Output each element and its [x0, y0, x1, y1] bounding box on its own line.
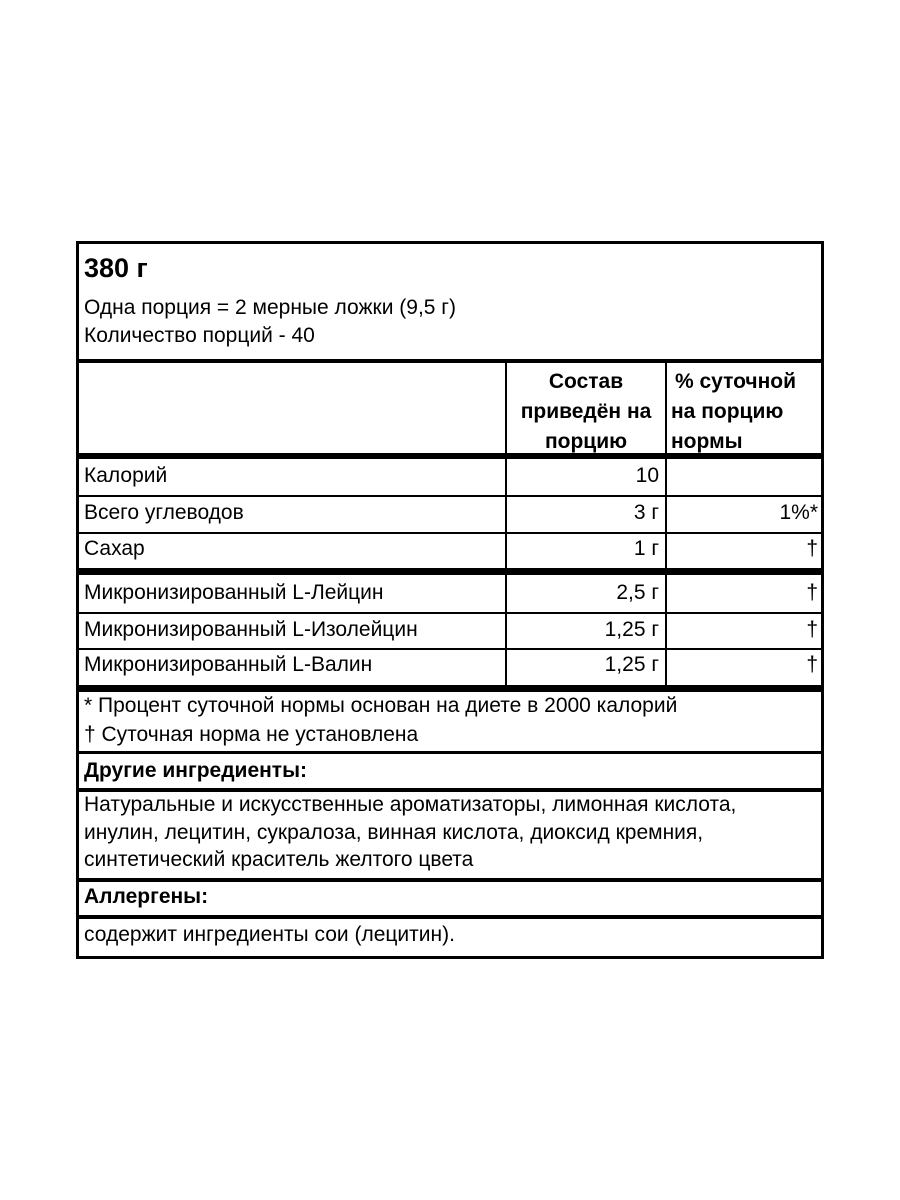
amino-name-isoleucine: Микронизированный L-Изолейцин	[84, 618, 418, 641]
nutrient-name-sugar: Сахар	[84, 537, 145, 560]
allergens-text: содержит ингредиенты сои (лецитин).	[84, 923, 455, 946]
amino-amount-isoleucine: 1,25 г	[604, 618, 659, 641]
row-divider	[79, 532, 821, 534]
amino-daily-isoleucine: †	[806, 618, 818, 641]
nutrient-daily-carbs: 1%*	[779, 501, 818, 524]
section-divider	[79, 751, 821, 754]
row-divider	[79, 648, 821, 650]
amount-column-header-1: Состав	[548, 370, 624, 393]
nutrient-amount-calories: 10	[635, 464, 659, 487]
amino-amount-leucine: 2,5 г	[616, 581, 659, 604]
row-divider	[79, 612, 821, 614]
amount-column-header-3: порцию	[544, 430, 628, 453]
servings-count: Количество порций - 40	[84, 324, 315, 347]
nutrient-name-carbs: Всего углеводов	[84, 501, 244, 524]
amino-name-leucine: Микронизированный L-Лейцин	[84, 581, 384, 604]
other-ingredients-line-2: инулин, лецитин, сукралоза, винная кислота, диоксид кремния,	[84, 821, 704, 844]
nutrient-amount-sugar: 1 г	[633, 537, 659, 560]
footnote-daily-value: * Процент суточной нормы основан на диете в 2000 калорий	[84, 694, 678, 717]
other-ingredients-line-3: синтетический краситель желтого цвета	[84, 848, 474, 871]
daily-column-header-3: нормы	[671, 430, 743, 453]
section-divider	[79, 915, 821, 919]
section-divider	[79, 568, 821, 575]
amino-daily-leucine: †	[806, 581, 818, 604]
net-weight: 380 г	[84, 253, 148, 283]
amino-daily-valine: †	[806, 653, 818, 676]
amount-column-header-2: приведён на	[520, 400, 652, 423]
daily-column-header-2: на порцию	[671, 400, 784, 423]
column-header-divider	[79, 453, 821, 459]
amino-amount-valine: 1,25 г	[604, 653, 659, 676]
nutrient-daily-sugar: †	[806, 537, 818, 560]
allergens-title: Аллергены:	[84, 885, 209, 908]
row-divider	[79, 495, 821, 497]
footnote-not-established: † Суточная норма не установлена	[84, 723, 419, 746]
daily-column-header-1: % суточной	[675, 370, 797, 393]
section-divider	[79, 878, 821, 882]
nutrient-name-calories: Калорий	[84, 464, 168, 487]
other-ingredients-line-1: Натуральные и искусственные ароматизаторы, лимонная кислота,	[84, 793, 737, 816]
nutrition-label	[76, 241, 824, 959]
nutrient-amount-carbs: 3 г	[633, 501, 659, 524]
serving-size: Одна порция = 2 мерные ложки (9,5 г)	[84, 296, 456, 319]
other-ingredients-title: Другие ингредиенты:	[84, 759, 308, 782]
daily-column-line	[665, 363, 667, 687]
amino-name-valine: Микронизированный L-Валин	[84, 653, 373, 676]
header-divider	[79, 359, 821, 363]
section-divider	[79, 685, 821, 692]
amount-column-line	[505, 363, 507, 687]
